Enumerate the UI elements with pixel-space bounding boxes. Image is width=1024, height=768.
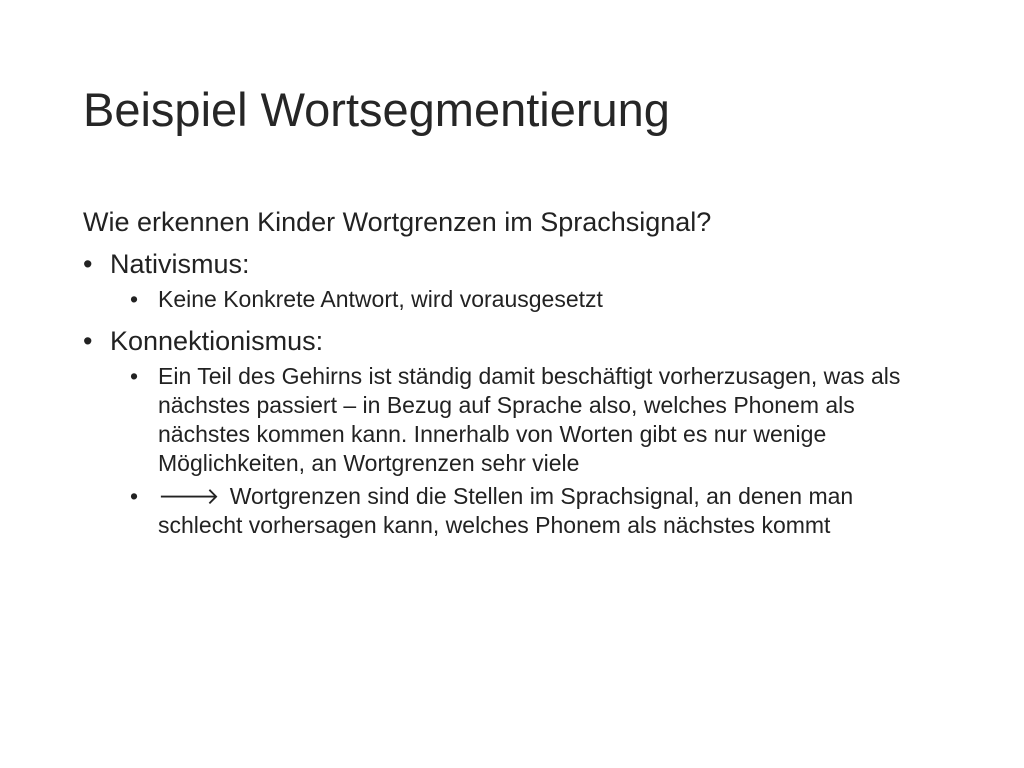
bullet-nativismus xyxy=(83,247,963,281)
intro-question: Wie erkennen Kinder Wortgrenzen im Sprachsignal? xyxy=(83,207,712,237)
slide-body xyxy=(83,205,963,550)
sub-bullet-dot: • xyxy=(130,483,139,509)
sub-bullet-text: Wortgrenzen sind die Stellen im Sprachsignal, an denen man schlecht vorhersagen kann, welches Phonem als nächstes kommt xyxy=(158,483,854,538)
sub-bullet xyxy=(83,482,938,540)
sub-bullet-text: Keine Konkrete Antwort, wird vorausgesetzt xyxy=(158,286,603,312)
bullet-dot: • xyxy=(83,249,93,279)
sub-bullet-text: Ein Teil des Gehirns ist ständig damit beschäftigt vorherzusagen, was als nächstes passiert – in Bezug auf Sprache also, welches Phonem als nächstes kommen kann. Innerhalb von Worten gibt es nur wenige Möglichkeiten, an Wortgrenzen sehr viele xyxy=(158,363,901,476)
sub-bullet xyxy=(83,362,938,478)
sub-bullet-dot: • xyxy=(130,363,139,389)
bullet-heading: Konnektionismus: xyxy=(110,326,324,356)
sub-bullet xyxy=(83,285,938,314)
sub-bullet-list xyxy=(83,362,963,540)
sub-bullet-dot: • xyxy=(130,286,139,312)
sub-bullet-list xyxy=(83,285,963,314)
slide-title: Beispiel Wortsegmentierung xyxy=(83,83,670,136)
bullet-dot: • xyxy=(83,326,93,356)
right-arrow-icon: 🡒 xyxy=(158,483,220,509)
bullet-konnektionismus xyxy=(83,324,963,358)
bullet-heading: Nativismus: xyxy=(110,249,250,279)
